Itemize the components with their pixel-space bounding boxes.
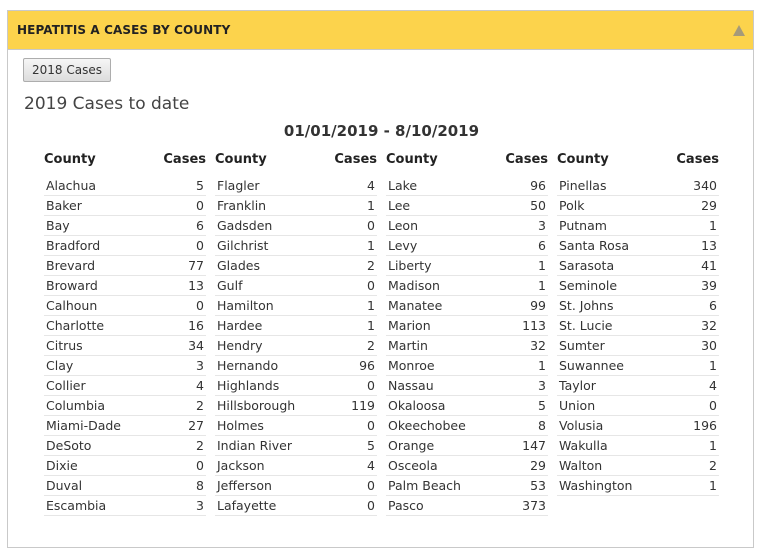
cases-panel bbox=[7, 10, 754, 548]
county-name: Manatee bbox=[388, 298, 443, 313]
case-count: 8 bbox=[538, 418, 546, 433]
county-name: Baker bbox=[46, 198, 82, 213]
case-count: 3 bbox=[196, 498, 204, 513]
case-count: 1 bbox=[538, 358, 546, 373]
table-row bbox=[386, 196, 548, 216]
table-row bbox=[44, 276, 206, 296]
county-name: Liberty bbox=[388, 258, 432, 273]
case-count: 5 bbox=[367, 438, 375, 453]
table-row bbox=[215, 416, 377, 436]
county-name: Alachua bbox=[46, 178, 97, 193]
county-name: Bay bbox=[46, 218, 70, 233]
case-count: 29 bbox=[530, 458, 546, 473]
county-name: Jefferson bbox=[217, 478, 272, 493]
column-header bbox=[215, 152, 377, 170]
case-count: 96 bbox=[359, 358, 375, 373]
county-name: Nassau bbox=[388, 378, 434, 393]
county-name: Volusia bbox=[559, 418, 604, 433]
county-name: Highlands bbox=[217, 378, 280, 393]
county-header: County bbox=[215, 152, 267, 167]
table-row bbox=[44, 436, 206, 456]
cases-header: Cases bbox=[334, 152, 377, 167]
county-name: Gulf bbox=[217, 278, 243, 293]
table-row bbox=[215, 436, 377, 456]
case-count: 99 bbox=[530, 298, 546, 313]
county-name: Osceola bbox=[388, 458, 438, 473]
case-count: 4 bbox=[709, 378, 717, 393]
case-count: 1 bbox=[367, 198, 375, 213]
county-name: DeSoto bbox=[46, 438, 92, 453]
table-row bbox=[557, 356, 719, 376]
table-row bbox=[386, 356, 548, 376]
county-name: Wakulla bbox=[559, 438, 608, 453]
county-name: Lee bbox=[388, 198, 411, 213]
case-count: 50 bbox=[530, 198, 546, 213]
county-name: Washington bbox=[559, 478, 633, 493]
county-name: Pasco bbox=[388, 498, 424, 513]
column-header bbox=[44, 152, 206, 170]
table-row bbox=[386, 336, 548, 356]
case-count: 0 bbox=[367, 418, 375, 433]
county-name: Bradford bbox=[46, 238, 101, 253]
county-name: Calhoun bbox=[46, 298, 98, 313]
table-row bbox=[557, 436, 719, 456]
county-name: Gilchrist bbox=[217, 238, 269, 253]
table-row bbox=[215, 296, 377, 316]
county-name: Santa Rosa bbox=[559, 238, 629, 253]
table-row bbox=[386, 176, 548, 196]
county-name: Leon bbox=[388, 218, 419, 233]
table-row bbox=[44, 396, 206, 416]
table-row bbox=[44, 416, 206, 436]
county-name: Pinellas bbox=[559, 178, 607, 193]
county-name: Sumter bbox=[559, 338, 605, 353]
case-count: 5 bbox=[538, 398, 546, 413]
county-name: Hernando bbox=[217, 358, 279, 373]
case-count: 2 bbox=[367, 338, 375, 353]
case-count: 0 bbox=[367, 218, 375, 233]
table-row bbox=[386, 256, 548, 276]
case-count: 6 bbox=[709, 298, 717, 313]
case-count: 2 bbox=[367, 258, 375, 273]
county-name: Sarasota bbox=[559, 258, 615, 273]
county-name: Columbia bbox=[46, 398, 106, 413]
table-row bbox=[557, 276, 719, 296]
table-row bbox=[386, 496, 548, 516]
table-row bbox=[44, 476, 206, 496]
county-name: Monroe bbox=[388, 358, 435, 373]
county-table-column bbox=[386, 152, 548, 516]
case-count: 2 bbox=[196, 398, 204, 413]
county-name: Broward bbox=[46, 278, 98, 293]
table-row bbox=[386, 416, 548, 436]
table-row bbox=[386, 316, 548, 336]
case-count: 77 bbox=[188, 258, 204, 273]
case-count: 3 bbox=[196, 358, 204, 373]
table-row bbox=[557, 256, 719, 276]
column-header bbox=[386, 152, 548, 170]
county-name: Madison bbox=[388, 278, 440, 293]
table-row bbox=[44, 496, 206, 516]
case-count: 1 bbox=[709, 478, 717, 493]
case-count: 1 bbox=[709, 218, 717, 233]
case-count: 4 bbox=[196, 378, 204, 393]
case-count: 1 bbox=[538, 258, 546, 273]
county-name: Franklin bbox=[217, 198, 267, 213]
case-count: 1 bbox=[538, 278, 546, 293]
table-row bbox=[44, 296, 206, 316]
county-name: Citrus bbox=[46, 338, 83, 353]
table-row bbox=[44, 316, 206, 336]
table-row bbox=[386, 236, 548, 256]
county-name: Putnam bbox=[559, 218, 607, 233]
table-row bbox=[44, 336, 206, 356]
table-row bbox=[386, 396, 548, 416]
case-count: 113 bbox=[522, 318, 546, 333]
county-name: Dixie bbox=[46, 458, 78, 473]
county-name: Duval bbox=[46, 478, 83, 493]
case-count: 32 bbox=[530, 338, 546, 353]
table-row bbox=[386, 296, 548, 316]
table-row bbox=[44, 376, 206, 396]
case-count: 5 bbox=[196, 178, 204, 193]
case-count: 119 bbox=[351, 398, 375, 413]
cases-header: Cases bbox=[676, 152, 719, 167]
case-count: 6 bbox=[196, 218, 204, 233]
county-name: Hillsborough bbox=[217, 398, 296, 413]
table-row bbox=[215, 336, 377, 356]
case-count: 27 bbox=[188, 418, 204, 433]
county-name: Gadsden bbox=[217, 218, 273, 233]
case-count: 8 bbox=[196, 478, 204, 493]
table-row bbox=[44, 256, 206, 276]
table-row bbox=[215, 256, 377, 276]
county-name: Orange bbox=[388, 438, 435, 453]
county-name: St. Johns bbox=[559, 298, 614, 313]
case-count: 96 bbox=[530, 178, 546, 193]
table-row bbox=[386, 216, 548, 236]
county-name: Seminole bbox=[559, 278, 618, 293]
county-name: Charlotte bbox=[46, 318, 105, 333]
county-name: St. Lucie bbox=[559, 318, 613, 333]
case-count: 1 bbox=[709, 438, 717, 453]
case-count: 2 bbox=[709, 458, 717, 473]
table-row bbox=[557, 376, 719, 396]
table-row bbox=[215, 216, 377, 236]
table-row bbox=[557, 216, 719, 236]
case-count: 32 bbox=[701, 318, 717, 333]
county-header: County bbox=[44, 152, 96, 167]
county-name: Polk bbox=[559, 198, 585, 213]
case-count: 0 bbox=[196, 298, 204, 313]
case-count: 0 bbox=[367, 498, 375, 513]
case-count: 2 bbox=[196, 438, 204, 453]
panel-title: HEPATITIS A CASES BY COUNTY bbox=[17, 23, 231, 37]
county-name: Suwannee bbox=[559, 358, 624, 373]
county-name: Hardee bbox=[217, 318, 263, 333]
case-count: 1 bbox=[367, 318, 375, 333]
table-row bbox=[386, 376, 548, 396]
table-row bbox=[215, 376, 377, 396]
table-row bbox=[557, 176, 719, 196]
county-name: Jackson bbox=[217, 458, 265, 473]
county-name: Lafayette bbox=[217, 498, 277, 513]
table-row bbox=[557, 416, 719, 436]
county-name: Brevard bbox=[46, 258, 96, 273]
county-name: Palm Beach bbox=[388, 478, 461, 493]
table-row bbox=[386, 456, 548, 476]
case-count: 0 bbox=[196, 198, 204, 213]
case-count: 1 bbox=[709, 358, 717, 373]
case-count: 39 bbox=[701, 278, 717, 293]
county-name: Miami-Dade bbox=[46, 418, 121, 433]
table-row bbox=[557, 236, 719, 256]
county-name: Clay bbox=[46, 358, 74, 373]
2018-cases-button[interactable]: 2018 Cases bbox=[23, 58, 111, 82]
county-name: Marion bbox=[388, 318, 431, 333]
county-header: County bbox=[557, 152, 609, 167]
table-row bbox=[215, 456, 377, 476]
table-row bbox=[215, 356, 377, 376]
table-row bbox=[215, 176, 377, 196]
case-count: 4 bbox=[367, 178, 375, 193]
table-row bbox=[386, 436, 548, 456]
county-name: Union bbox=[559, 398, 596, 413]
table-row bbox=[557, 396, 719, 416]
county-name: Holmes bbox=[217, 418, 264, 433]
case-count: 53 bbox=[530, 478, 546, 493]
table-row bbox=[215, 196, 377, 216]
table-row bbox=[44, 456, 206, 476]
cases-header: Cases bbox=[163, 152, 206, 167]
case-count: 0 bbox=[196, 458, 204, 473]
county-name: Okeechobee bbox=[388, 418, 466, 433]
county-name: Flagler bbox=[217, 178, 260, 193]
case-count: 1 bbox=[367, 238, 375, 253]
county-name: Lake bbox=[388, 178, 418, 193]
table-row bbox=[557, 336, 719, 356]
county-name: Okaloosa bbox=[388, 398, 446, 413]
county-name: Glades bbox=[217, 258, 260, 273]
case-count: 0 bbox=[367, 378, 375, 393]
county-name: Walton bbox=[559, 458, 603, 473]
case-count: 0 bbox=[367, 478, 375, 493]
table-row bbox=[215, 316, 377, 336]
table-row bbox=[215, 396, 377, 416]
county-header: County bbox=[386, 152, 438, 167]
county-name: Levy bbox=[388, 238, 418, 253]
county-table-column bbox=[215, 152, 377, 516]
case-count: 30 bbox=[701, 338, 717, 353]
case-count: 13 bbox=[188, 278, 204, 293]
table-row bbox=[44, 356, 206, 376]
case-count: 4 bbox=[367, 458, 375, 473]
caret-up-icon[interactable] bbox=[733, 25, 745, 36]
case-count: 1 bbox=[367, 298, 375, 313]
county-name: Indian River bbox=[217, 438, 292, 453]
table-row bbox=[557, 296, 719, 316]
county-name: Taylor bbox=[559, 378, 596, 393]
case-count: 373 bbox=[522, 498, 546, 513]
table-row bbox=[557, 316, 719, 336]
section-subtitle: 2019 Cases to date bbox=[24, 94, 190, 114]
panel-header[interactable] bbox=[8, 11, 753, 50]
column-header bbox=[557, 152, 719, 170]
table-row bbox=[44, 216, 206, 236]
table-row bbox=[557, 196, 719, 216]
case-count: 0 bbox=[367, 278, 375, 293]
table-row bbox=[215, 476, 377, 496]
table-row bbox=[215, 496, 377, 516]
case-count: 34 bbox=[188, 338, 204, 353]
county-name: Collier bbox=[46, 378, 86, 393]
table-row bbox=[557, 456, 719, 476]
case-count: 29 bbox=[701, 198, 717, 213]
case-count: 147 bbox=[522, 438, 546, 453]
case-count: 3 bbox=[538, 218, 546, 233]
case-count: 196 bbox=[693, 418, 717, 433]
case-count: 3 bbox=[538, 378, 546, 393]
cases-header: Cases bbox=[505, 152, 548, 167]
county-table-column bbox=[44, 152, 206, 516]
county-name: Hendry bbox=[217, 338, 263, 353]
table-row bbox=[215, 236, 377, 256]
case-count: 13 bbox=[701, 238, 717, 253]
case-count: 16 bbox=[188, 318, 204, 333]
county-name: Martin bbox=[388, 338, 428, 353]
case-count: 41 bbox=[701, 258, 717, 273]
table-row bbox=[44, 236, 206, 256]
case-count: 340 bbox=[693, 178, 717, 193]
table-row bbox=[44, 176, 206, 196]
table-row bbox=[44, 196, 206, 216]
table-row bbox=[215, 276, 377, 296]
table-row bbox=[557, 476, 719, 496]
table-row bbox=[386, 476, 548, 496]
case-count: 0 bbox=[709, 398, 717, 413]
table-row bbox=[386, 276, 548, 296]
county-name: Hamilton bbox=[217, 298, 274, 313]
case-count: 0 bbox=[196, 238, 204, 253]
case-count: 6 bbox=[538, 238, 546, 253]
date-range: 01/01/2019 - 8/10/2019 bbox=[283, 122, 480, 140]
county-name: Escambia bbox=[46, 498, 107, 513]
county-table-column bbox=[557, 152, 719, 496]
